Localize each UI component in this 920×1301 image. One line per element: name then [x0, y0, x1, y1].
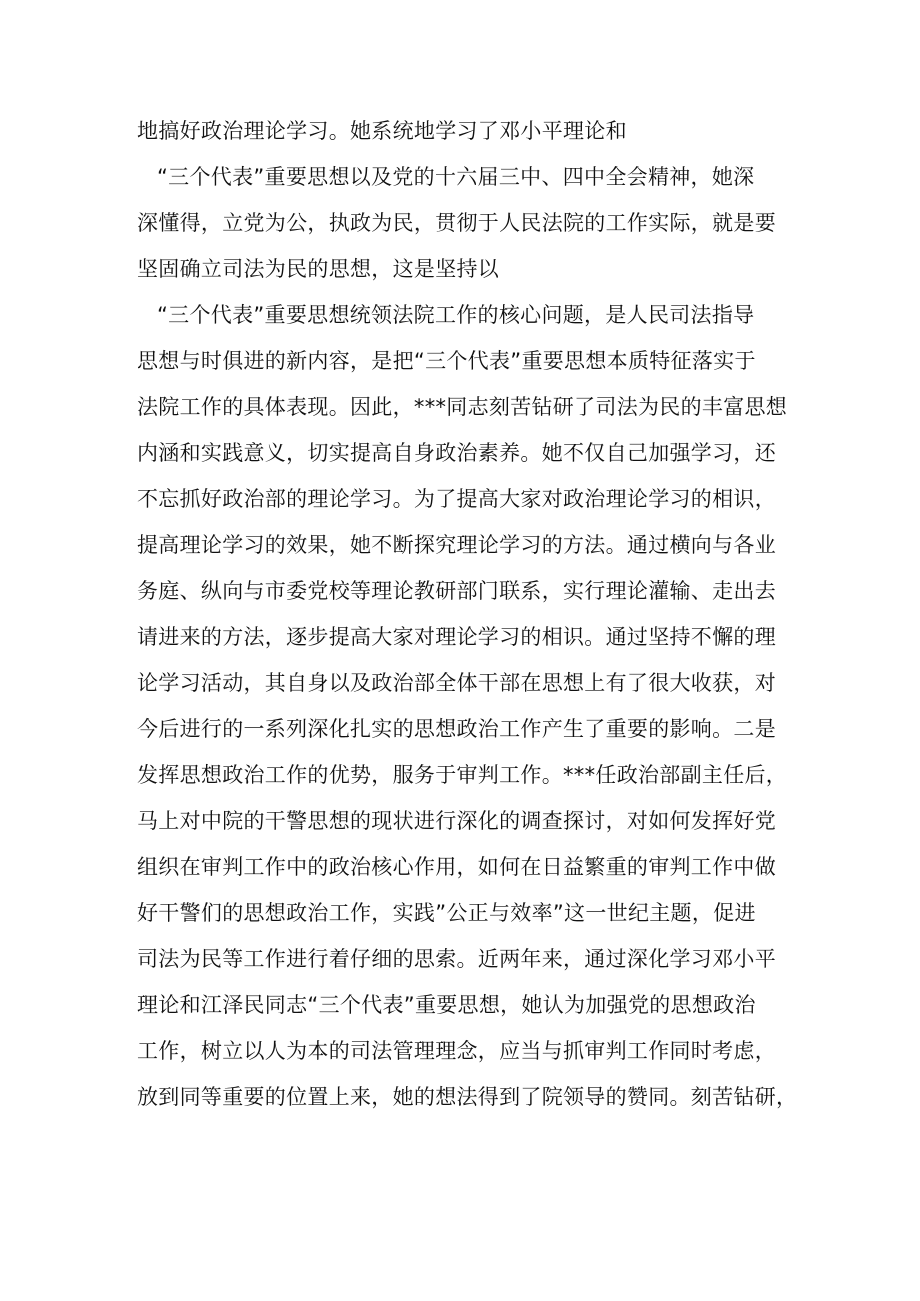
text-line: 今后进行的一系列深化扎实的思想政治工作产生了重要的影响。二是 [137, 717, 776, 741]
text-line: 思想与时俱进的新内容，是把“三个代表”重要思想本质特征落实于 [137, 349, 756, 373]
body-text [137, 108, 798, 1120]
text-line: 坚固确立司法为民的思想，这是坚持以 [137, 257, 500, 281]
text-line: “三个代表”重要思想统领法院工作的核心问题，是人民司法指导 [157, 303, 755, 327]
text-line: 放到同等重要的位置上来，她的想法得到了院领导的赞同。刻苦钻研， [137, 1085, 798, 1109]
text-line: 组织在审判工作中的政治核心作用，如何在日益繁重的审判工作中做 [137, 855, 776, 879]
text-line: 理论和江泽民同志“三个代表”重要思想，她认为加强党的思想政治 [137, 993, 756, 1017]
text-line: 务庭、纵向与市委党校等理论教研部门联系，实行理论灌输、走出去 [137, 579, 776, 603]
text-line: 好干警们的思想政治工作，实践”公正与效率”这一世纪主题，促进 [137, 901, 756, 925]
text-line: 内涵和实践意义，切实提高自身政治素养。她不仅自己加强学习，还 [137, 441, 776, 465]
text-line: 工作，树立以人为本的司法管理理念，应当与抓审判工作同时考虑， [137, 1039, 776, 1063]
text-line: 深懂得，立党为公，执政为民，贯彻于人民法院的工作实际，就是要 [137, 211, 776, 235]
text-line: 马上对中院的干警思想的现状进行深化的调查探讨，对如何发挥好党 [137, 809, 776, 833]
text-line: 不忘抓好政治部的理论学习。为了提高大家对政治理论学习的相识， [137, 487, 776, 511]
text-line: 请进来的方法，逐步提高大家对理论学习的相识。通过坚持不懈的理 [137, 625, 776, 649]
text-line: “三个代表”重要思想以及党的十六届三中、四中全会精神，她深 [157, 165, 755, 189]
text-line: 提高理论学习的效果，她不断探究理论学习的方法。通过横向与各业 [137, 533, 776, 557]
text-line: 司法为民等工作进行着仔细的思索。近两年来，通过深化学习邓小平 [137, 947, 776, 971]
text-line: 法院工作的具体表现。因此，***同志刻苦钻研了司法为民的丰富思想 [137, 395, 788, 419]
text-line: 地搞好政治理论学习。她系统地学习了邓小平理论和 [137, 119, 627, 143]
text-line: 发挥思想政治工作的优势，服务于审判工作。***任政治部副主任后， [137, 763, 788, 787]
text-line: 论学习活动，其自身以及政治部全体干部在思想上有了很大收获，对 [137, 671, 776, 695]
